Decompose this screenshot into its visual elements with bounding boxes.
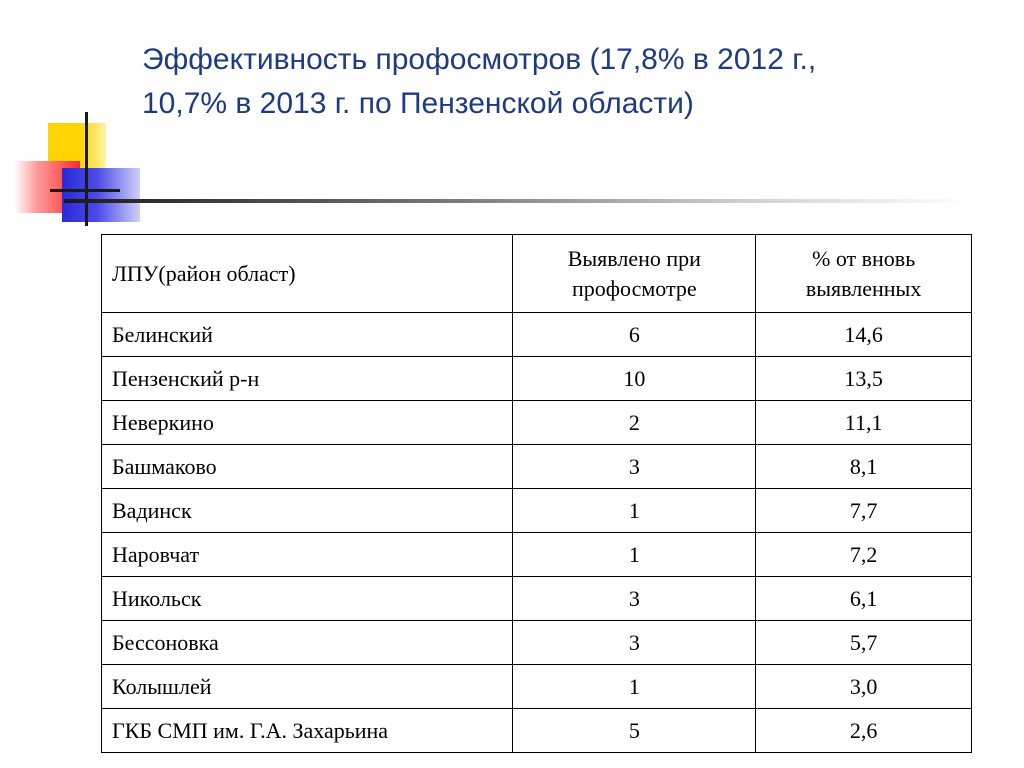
table-row	[102, 401, 972, 445]
cell-district: Наровчат	[102, 533, 513, 577]
table-row	[102, 577, 972, 621]
cell-found: 1	[513, 533, 756, 577]
table-row	[102, 665, 972, 709]
cell-district: Белинский	[102, 313, 513, 357]
cell-found: 1	[513, 489, 756, 533]
table-row	[102, 313, 972, 357]
decor-vertical-line	[85, 112, 88, 226]
cell-district: Башмаково	[102, 445, 513, 489]
cell-district: Бессоновка	[102, 621, 513, 665]
table-header-row	[102, 235, 972, 313]
cell-percent: 7,7	[756, 489, 972, 533]
cell-district: ГКБ СМП им. Г.А. Захарьина	[102, 709, 513, 753]
title-line-1: Эффективность профосмотров (17,8% в 2012 г.,	[142, 43, 817, 76]
cell-found: 3	[513, 621, 756, 665]
header-percent: % от вновь выявленных	[756, 235, 972, 313]
cell-district: Никольск	[102, 577, 513, 621]
cell-found: 2	[513, 401, 756, 445]
table-row	[102, 621, 972, 665]
cell-percent: 11,1	[756, 401, 972, 445]
screening-table	[101, 234, 972, 753]
cell-percent: 7,2	[756, 533, 972, 577]
cell-district: Неверкино	[102, 401, 513, 445]
cell-found: 3	[513, 445, 756, 489]
table-row	[102, 709, 972, 753]
slide-title	[142, 38, 1002, 126]
table-row	[102, 489, 972, 533]
cell-found: 5	[513, 709, 756, 753]
decor-title-underline	[64, 199, 970, 203]
cell-percent: 5,7	[756, 621, 972, 665]
table-row	[102, 533, 972, 577]
cell-found: 6	[513, 313, 756, 357]
header-district: ЛПУ(район област)	[102, 235, 513, 313]
table-row	[102, 357, 972, 401]
cell-percent: 13,5	[756, 357, 972, 401]
decor-blue-square	[62, 168, 140, 222]
cell-district: Колышлей	[102, 665, 513, 709]
cell-district: Пензенский р-н	[102, 357, 513, 401]
cell-percent: 3,0	[756, 665, 972, 709]
cell-district: Вадинск	[102, 489, 513, 533]
cell-percent: 2,6	[756, 709, 972, 753]
table-row	[102, 445, 972, 489]
cell-found: 3	[513, 577, 756, 621]
cell-percent: 8,1	[756, 445, 972, 489]
cell-percent: 14,6	[756, 313, 972, 357]
header-found: Выявлено при профосмотре	[513, 235, 756, 313]
cell-found: 1	[513, 665, 756, 709]
title-line-2: 10,7% в 2013 г. по Пензенской области)	[142, 87, 694, 120]
cell-found: 10	[513, 357, 756, 401]
cell-percent: 6,1	[756, 577, 972, 621]
decor-short-horizontal-line	[50, 189, 120, 192]
